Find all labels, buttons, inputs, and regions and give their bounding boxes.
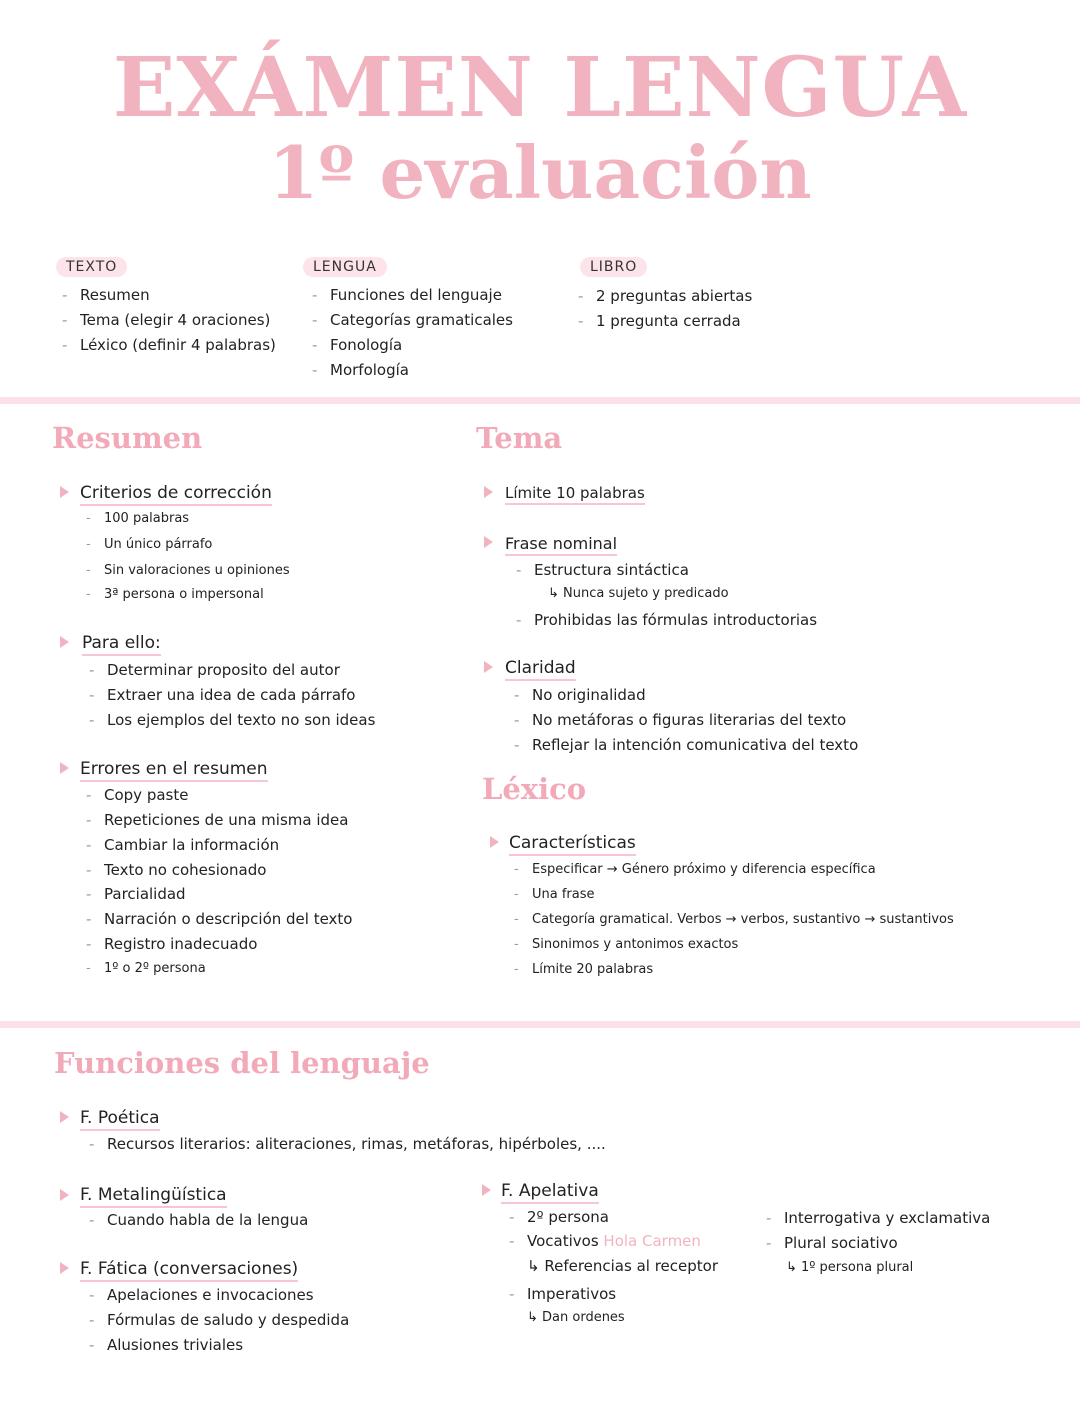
list-item: - Plural sociativo [784,1234,898,1252]
lexico-heading: Léxico [482,772,587,806]
list-item: - Parcialidad [104,885,186,903]
list-item: - Interrogativa y exclamativa [784,1209,990,1227]
list-item: - Los ejemplos del texto no son ideas [107,711,375,729]
list-item: - 2 preguntas abiertas [596,287,752,305]
list-item: - 3ª persona o impersonal [104,587,264,602]
arrow-bullet-icon [60,636,69,648]
list-item: - Funciones del lenguaje [330,286,502,304]
list-item: - No metáforas o figuras literarias del texto [532,711,846,729]
arrow-bullet-icon [482,1184,491,1196]
list-item: - Reflejar la intención comunicativa del texto [532,736,858,754]
list-item: - Registro inadecuado [104,935,257,953]
list-item: - 1 pregunta cerrada [596,312,741,330]
list-item: - Resumen [80,286,150,304]
list-item: - Prohibidas las fórmulas introductorias [534,611,817,629]
list-item: - Fonología [330,336,402,354]
list-item: - Extraer una idea de cada párrafo [107,686,355,704]
arrow-bullet-icon [60,1111,69,1123]
caracteristicas-heading: Características [509,833,636,856]
fatica-heading: F. Fática (conversaciones) [80,1259,298,1282]
list-item [527,1232,701,1250]
arrow-bullet-icon [60,762,69,774]
arrow-bullet-icon [490,836,499,848]
list-subitem: ↳ 1º persona plural [786,1260,914,1275]
list-item: - Tema (elegir 4 oraciones) [80,311,270,329]
list-subitem: ↳ Referencias al receptor [527,1257,719,1275]
criterios-heading: Criterios de corrección [80,483,272,506]
list-subitem: ↳ Dan ordenes [527,1310,625,1325]
list-item: - Morfología [330,361,409,379]
list-item: - Determinar proposito del autor [107,661,340,679]
list-item: - Copy paste [104,786,188,804]
tema-heading: Tema [476,421,563,455]
list-item: - Estructura sintáctica [534,561,689,579]
funciones-heading: Funciones del lenguaje [54,1046,430,1080]
page-subtitle: 1º evaluación [268,130,812,215]
list-item: - Especificar → Género próximo y diferencia específica [532,862,876,877]
para-ello-heading: Para ello: [82,633,161,656]
list-item: - Recursos literarios: aliteraciones, rimas, metáforas, hipérboles, .... [107,1135,606,1153]
texto-badge: TEXTO [56,257,127,277]
list-item: - 1º o 2º persona [104,961,206,976]
lengua-badge: LENGUA [303,257,387,277]
list-item: - Un único párrafo [104,537,212,552]
list-item: - 2º persona [527,1208,609,1226]
arrow-bullet-icon [60,486,69,498]
vocativos-text: Vocativos [527,1232,599,1250]
arrow-bullet-icon [484,486,493,498]
page-title: EXÁMEN LENGUA [112,40,968,136]
list-item: - Fórmulas de saludo y despedida [107,1311,349,1329]
claridad-heading: Claridad [505,658,576,681]
list-item: - Una frase [532,887,595,902]
arrow-bullet-icon [484,661,493,673]
metalinguistica-heading: F. Metalingüística [80,1185,227,1208]
list-item: - Narración o descripción del texto [104,910,353,928]
list-item: - Imperativos [527,1285,616,1303]
resumen-heading: Resumen [52,421,203,455]
list-item: - Sinonimos y antonimos exactos [532,937,738,952]
vocativos-example: Hola Carmen [603,1232,701,1250]
list-item: - Alusiones triviales [107,1336,243,1354]
list-item: - Cambiar la información [104,836,279,854]
apelativa-heading: F. Apelativa [501,1181,599,1204]
arrow-bullet-icon [60,1262,69,1274]
list-item: - No originalidad [532,686,646,704]
section-divider [0,1021,1080,1028]
list-item: - Repeticiones de una misma idea [104,811,348,829]
arrow-bullet-icon [484,536,493,548]
list-item: - Sin valoraciones u opiniones [104,563,290,578]
list-item: - Texto no cohesionado [104,861,266,879]
limite-heading: Límite 10 palabras [505,484,645,505]
list-item: - Categorías gramaticales [330,311,513,329]
list-subitem: ↳ Nunca sujeto y predicado [548,586,729,601]
list-item: - Límite 20 palabras [532,962,653,977]
poetica-heading: F. Poética [80,1108,160,1131]
frase-nominal-heading: Frase nominal [505,534,617,556]
list-item: - Léxico (definir 4 palabras) [80,336,276,354]
list-item: - 100 palabras [104,511,189,526]
section-divider [0,397,1080,404]
list-item: - Cuando habla de la lengua [107,1211,308,1229]
errores-heading: Errores en el resumen [80,759,268,782]
list-item: - Categoría gramatical. Verbos → verbos, sustantivo → sustantivos [532,912,954,927]
libro-badge: LIBRO [580,257,647,277]
list-item: - Apelaciones e invocaciones [107,1286,314,1304]
arrow-bullet-icon [60,1189,69,1201]
